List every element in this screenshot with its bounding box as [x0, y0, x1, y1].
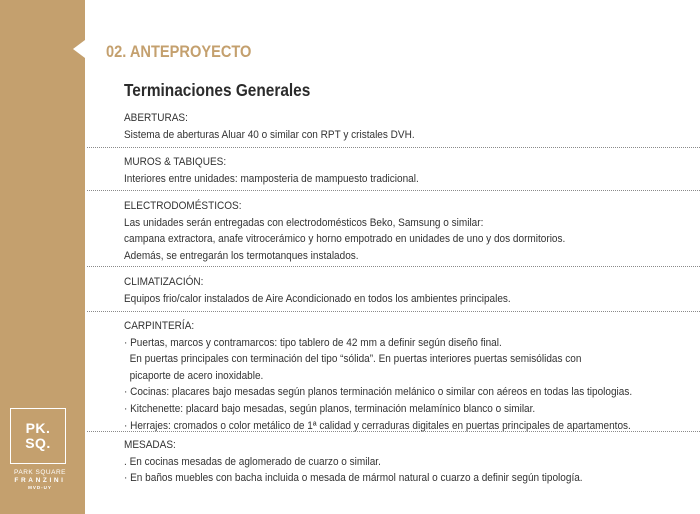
logo-line-2: SQ.	[25, 435, 51, 451]
section-line: · Puertas, marcos y contramarcos: tipo tablero de 42 mm a definir según diseño final.	[124, 336, 502, 349]
section-line: Además, se entregarán los termotanques instalados.	[124, 249, 359, 262]
section-line: · Cocinas: placares bajo mesadas según planos terminación melánico o similar con aéreos en todas las tipologias.	[124, 386, 633, 399]
page-title: Terminaciones Generales	[124, 80, 311, 100]
section-heading: ABERTURAS:	[124, 112, 188, 124]
section-line: Las unidades serán entregadas con electrodomésticos Beko, Samsung o similar:	[124, 216, 484, 229]
brand-name: PARK SQUARE	[14, 469, 66, 476]
section-line: Interiores entre unidades: mamposteria de mampuesto tradicional.	[124, 172, 419, 185]
section-heading: ELECTRODOMÉSTICOS:	[124, 200, 242, 212]
divider	[87, 431, 700, 432]
section-line: . En cocinas mesadas de aglomerado de cuarzo o similar.	[124, 455, 381, 468]
brand-sub: FRANZINI	[14, 477, 66, 484]
divider	[87, 266, 700, 267]
divider	[87, 311, 700, 312]
section-line: picaporte de acero inoxidable.	[124, 369, 264, 382]
section-line: · Kitchenette: placard bajo mesadas, según planos, terminación melamínico blanco o similar.	[124, 402, 536, 415]
section-heading: MESADAS:	[124, 439, 176, 451]
brand-location: MVD-UY	[28, 485, 52, 490]
divider	[87, 190, 700, 191]
section-aberturas	[124, 110, 700, 143]
section-line: · Herrajes: cromados o color metálico de 1ª calidad y cerraduras digitales en puertas principales de apartamentos.	[124, 419, 631, 432]
section-line: Sistema de aberturas Aluar 40 o similar con RPT y cristales DVH.	[124, 128, 415, 141]
section-line: campana extractora, anafe vitrocerámico y horno empotrado en unidades de uno y dos dormitorios.	[124, 233, 566, 246]
section-line: Equipos frio/calor instalados de Aire Acondicionado en todos los ambientes principales.	[124, 292, 511, 305]
section-heading: CLIMATIZACIÓN:	[124, 276, 204, 288]
divider	[87, 147, 700, 148]
section-electrodomesticos	[124, 198, 700, 264]
section-climatizacion	[124, 274, 700, 307]
section-muros	[124, 154, 700, 187]
section-carpinteria	[124, 318, 700, 434]
section-line: En puertas principales con terminación del tipo “sólida”. En puertas interiores puertas semisólidas con	[124, 353, 582, 366]
section-heading: CARPINTERÍA:	[124, 320, 195, 332]
section-line: · En baños muebles con bacha incluida o mesada de mármol natural o cuarzo a definir según tipología.	[124, 472, 583, 485]
section-mesadas	[124, 437, 700, 487]
section-label: 02. ANTEPROYECTO	[106, 42, 252, 61]
logo-line-1: PK.	[25, 420, 51, 437]
section-heading: MUROS & TABIQUES:	[124, 156, 227, 168]
